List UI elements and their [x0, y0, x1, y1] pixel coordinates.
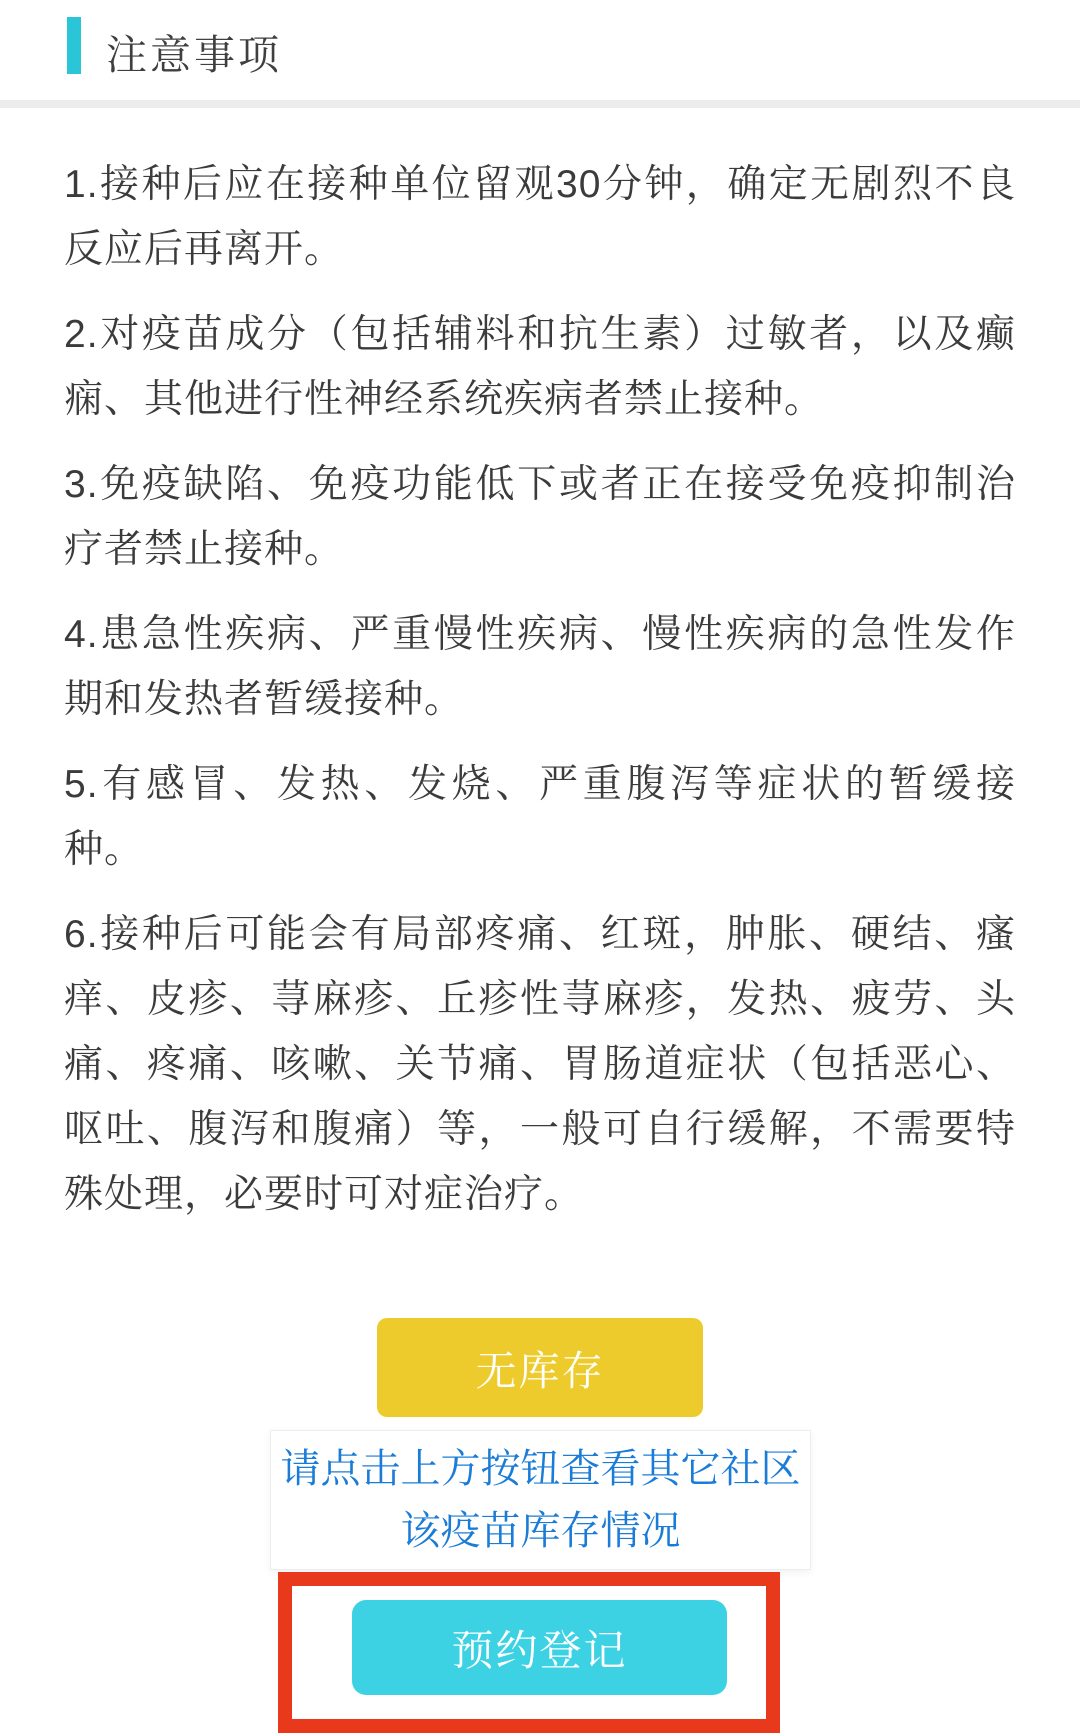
register-button[interactable]: 预约登记: [352, 1600, 727, 1695]
stock-hint-line-1: 请点击上方按钮查看其它社区: [280, 1447, 801, 1491]
notice-item-4: 4.患急性疾病、严重慢性疾病、慢性疾病的急性发作期和发热者暂缓接种。: [64, 613, 1016, 721]
stock-hint-line-2: 该疫苗库存情况: [400, 1509, 681, 1553]
header-divider: [0, 100, 1080, 108]
page-title: 注意事项: [106, 32, 282, 78]
section-header: [0, 0, 1080, 100]
notice-item-2: 2.对疫苗成分（包括辅料和抗生素）过敏者，以及癫痫、其他进行性神经系统疾病者禁止接种。: [64, 313, 1016, 421]
no-stock-button[interactable]: 无库存: [377, 1318, 703, 1417]
title-accent-bar: [67, 17, 81, 74]
notice-item-5: 5.有感冒、发热、发烧、严重腹泻等症状的暂缓接种。: [64, 763, 1016, 871]
notice-item-1: 1.接种后应在接种单位留观30分钟，确定无剧烈不良反应后再离开。: [64, 163, 1016, 271]
notices-section: [0, 108, 1080, 1227]
notice-item-6: 6.接种后可能会有局部疼痛、红斑，肿胀、硬结、瘙痒、皮疹、荨麻疹、丘疹性荨麻疹，发热、疲劳、头痛、疼痛、咳嗽、关节痛、胃肠道症状（包括恶心、呕吐、腹泻和腹痛）等，一般可自行缓解，不需要特殊处理，必要时可对症治疗。: [64, 913, 1016, 1216]
notice-item-3: 3.免疫缺陷、免疫功能低下或者正在接受免疫抑制治疗者禁止接种。: [64, 463, 1016, 571]
stock-hint-card: [270, 1430, 811, 1570]
